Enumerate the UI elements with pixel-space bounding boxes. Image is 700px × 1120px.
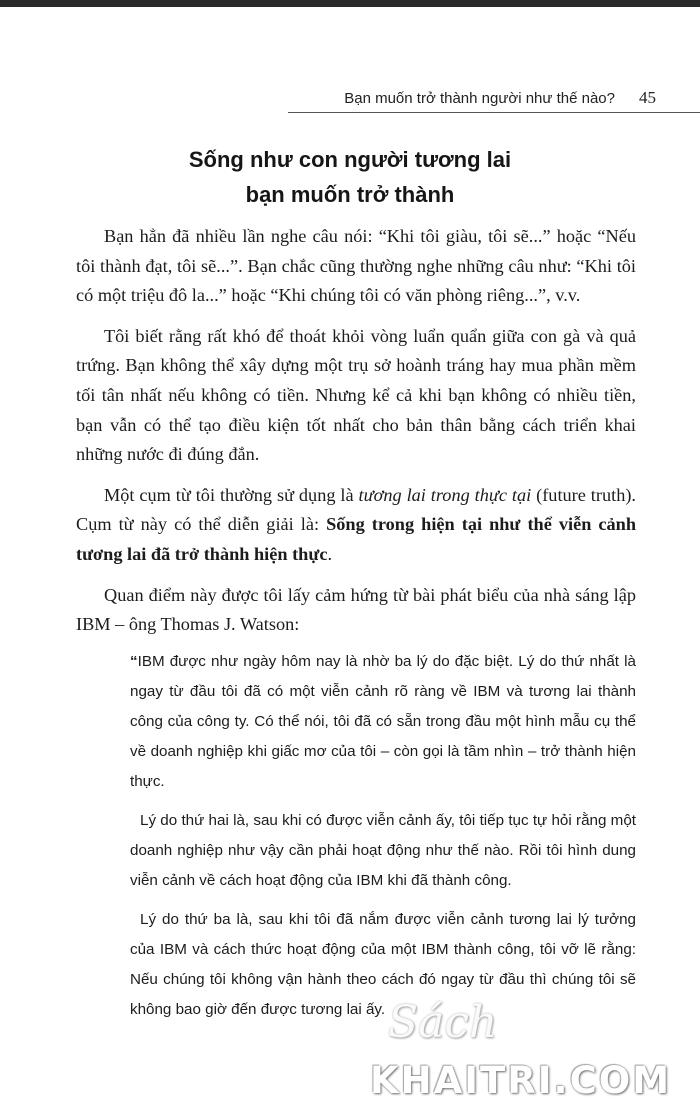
section-heading xyxy=(0,142,700,212)
paragraph-3-text-c: . xyxy=(327,543,333,564)
paragraph-3-italic-term: tương lai trong thực tại xyxy=(358,484,532,505)
paragraph-1: Bạn hẳn đã nhiều lần nghe câu nói: “Khi tôi giàu, tôi sẽ...” hoặc “Nếu tôi thành đạt, tôi sẽ...”. Bạn chắc cũng thường nghe những câu như: “Khi tôi có một triệu đô la...” hoặc “Khi chúng tôi có văn phòng riêng...”, v.v. xyxy=(76,226,636,306)
paragraph-4: Quan điểm này được tôi lấy cảm hứng từ bài phát biểu của nhà sáng lập IBM – ông Thomas J. Watson: xyxy=(76,584,636,635)
running-head xyxy=(280,88,700,108)
paragraph-3-text-b: (future truth). Cụm từ này có thể diễn giải là: xyxy=(76,484,636,535)
watermark-script: Sách xyxy=(388,997,498,1048)
quote-paragraph-2: Lý do thứ hai là, sau khi có được viễn cảnh ấy, tôi tiếp tục tự hỏi rằng một doanh nghiệp như vậy cần phải hoạt động như thế nào. Rồi tôi hình dung viễn cảnh về cách hoạt động của IBM khi đã thành công. xyxy=(130,812,636,889)
paragraph-3-text-a: Một cụm từ tôi thường sử dụng là xyxy=(104,484,359,505)
section-heading-line-2: bạn muốn trở thành xyxy=(245,182,455,207)
quote-paragraph-3: Lý do thứ ba là, sau khi tôi đã nắm được viễn cảnh tương lai lý tưởng của IBM và cách thức hoạt động của một IBM thành công, tôi vỡ lẽ rằng: Nếu chúng tôi không vận hành theo cách đó ngay từ đầu thì chúng tôi sẽ không bao giờ đến được tương lai ấy. xyxy=(130,911,636,1018)
running-head-rule xyxy=(288,112,700,113)
page-number: 45 xyxy=(639,88,656,107)
section-heading-line-1: Sống như con người tương lai xyxy=(188,147,512,172)
watermark-logo xyxy=(360,995,700,1120)
body-text xyxy=(76,222,636,651)
page-top-border xyxy=(0,0,700,7)
quote-paragraph-1 xyxy=(130,647,636,797)
quote-open-mark: “ xyxy=(130,653,138,670)
watermark-brand: KHAITRI.COM xyxy=(370,1059,672,1102)
quote-paragraph-1-text: IBM được như ngày hôm nay là nhờ ba lý do đặc biệt. Lý do thứ nhất là ngay từ đầu tôi đã có một viễn cảnh rõ ràng về IBM và tương lai thành công của công ty. Có thể nói, tôi đã có sẵn trong đầu một hình mẫu cụ thể về doanh nghiệp khi giấc mơ của tôi – còn gọi là tầm nhìn – trở thành hiện thực. xyxy=(130,653,636,790)
paragraph-3-bold-definition: Sống trong hiện tại như thể viễn cảnh tương lai đã trở thành hiện thực xyxy=(76,514,637,564)
paragraph-3 xyxy=(76,481,636,570)
running-head-title: Bạn muốn trở thành người như thế nào? xyxy=(344,90,615,107)
paragraph-2: Tôi biết rằng rất khó để thoát khỏi vòng luẩn quẩn giữa con gà và quả trứng. Bạn không thể xây dựng một trụ sở hoành tráng hay mua phần mềm tối tân nhất nếu không có tiền. Nhưng kể cả khi bạn không có nhiều tiền, bạn vẫn có thể tạo điều kiện tốt nhất cho bản thân bằng cách triển khai những nước đi đúng đắn. xyxy=(76,325,636,465)
block-quote xyxy=(130,647,636,1034)
